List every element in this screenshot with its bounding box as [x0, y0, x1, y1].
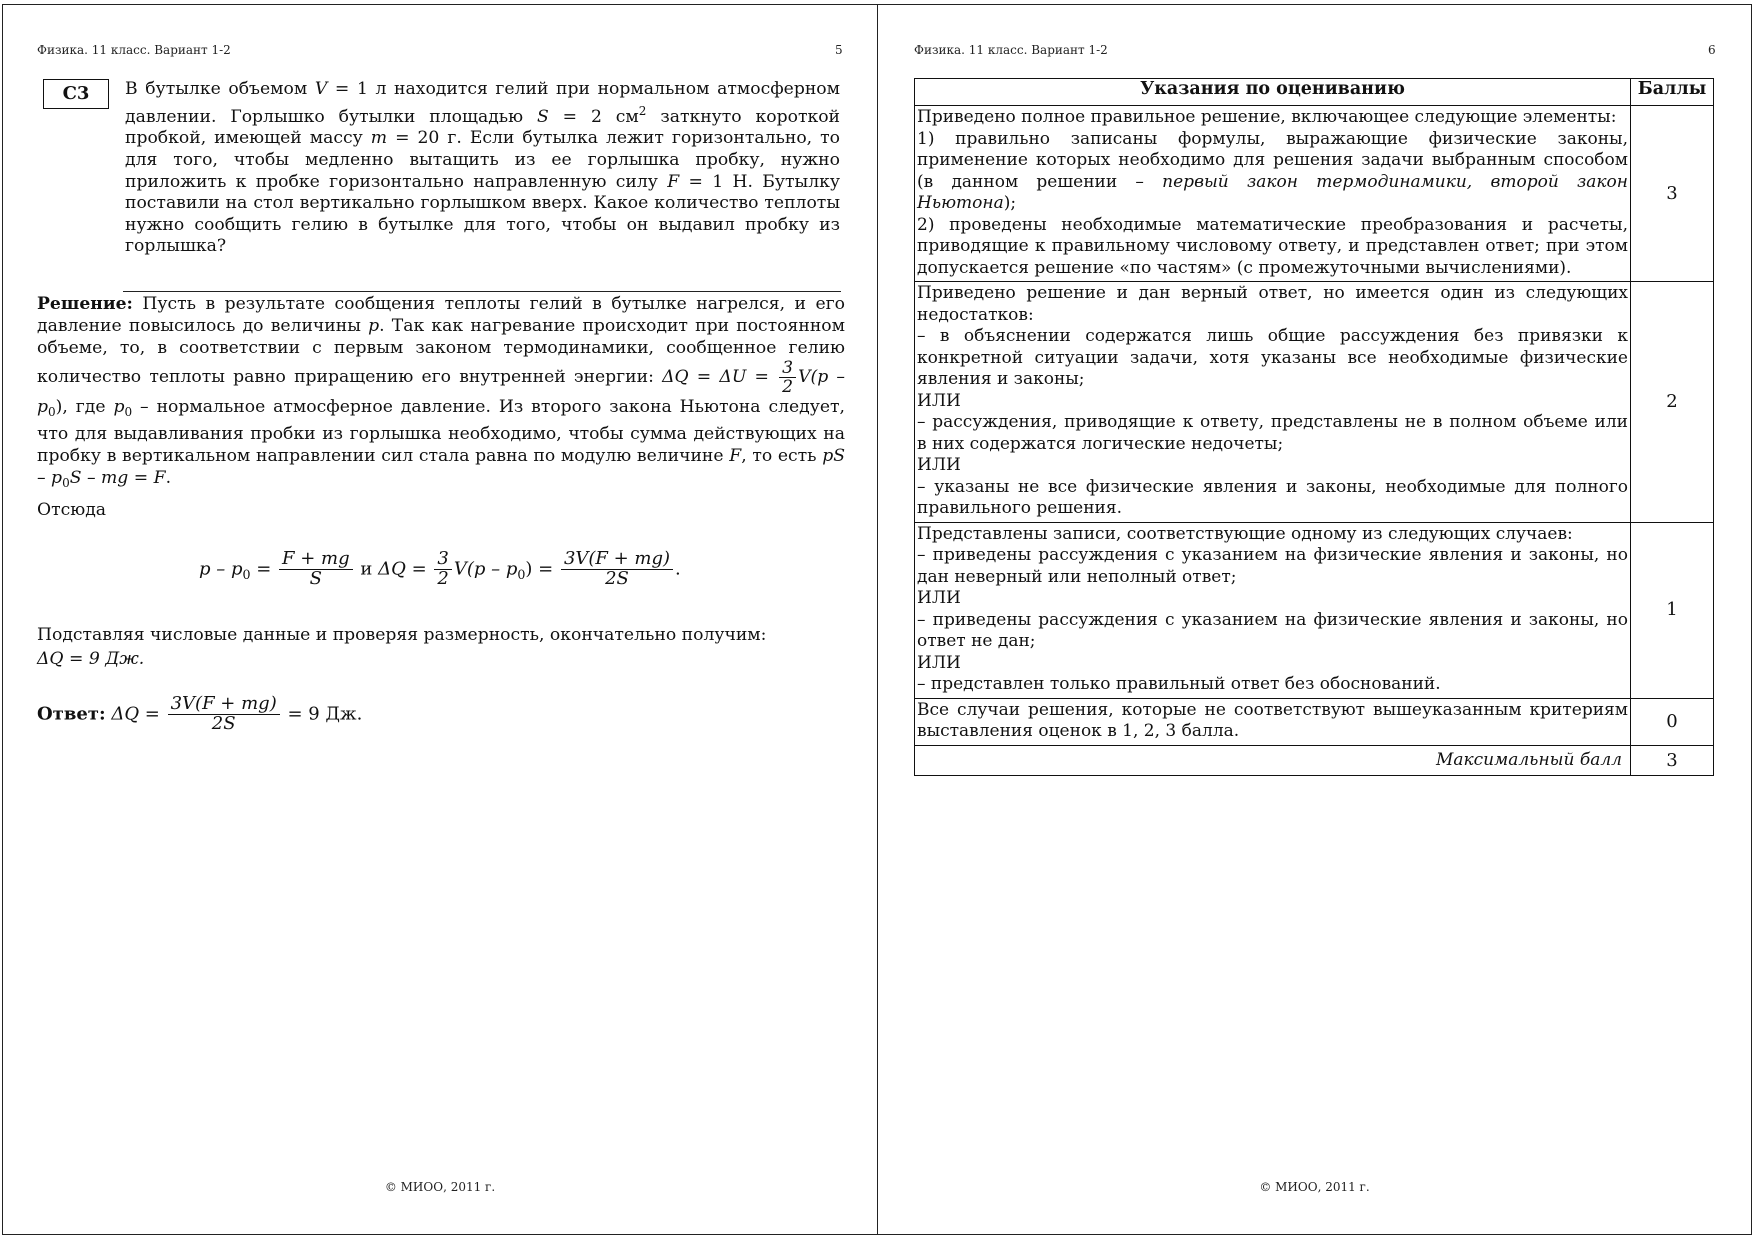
solution-hence: Отсюда — [37, 499, 107, 520]
answer-label: Ответ: — [37, 703, 106, 725]
page-footer: © МИОО, 2011 г. — [1259, 1180, 1370, 1194]
answer-line: Ответ: ΔQ = $\frac{3V(F + mg)}{2S}$ = 9 Дж. — [37, 693, 363, 734]
points-cell: 1 — [1631, 522, 1714, 698]
table-header-row — [915, 79, 1714, 106]
criteria-cell: Приведено полное правильное решение, включающее следующие элементы: 1) правильно записаны формулы, выражающие физические законы, применение которых необходимо для решения задачи выбранным способом (в данном решении – первый закон термодинамики, второй закон Ньютона); 2) проведены необходимые математические преобразования и расчеты, приводящие к правильному числовому ответу, и представлен ответ; при этом допускается решение «по частям» (с промежуточными вычислениями). — [915, 106, 1631, 282]
points-cell: 3 — [1631, 106, 1714, 282]
substitution-text: Подставляя числовые данные и проверяя размерность, окончательно получим: ΔQ = 9 Дж. — [37, 625, 767, 669]
table-row — [915, 106, 1714, 282]
main-formula: p – $p_0$ = $\frac{F + mg}{S}$ и ΔQ = $\frac{3}{2}$ $V(p - p_0)$ = $\frac{3V(F + mg)}{2S}$ . — [199, 548, 681, 589]
points-cell: 0 — [1631, 698, 1714, 745]
task-label: С3 — [43, 79, 109, 109]
table-row — [915, 522, 1714, 698]
page-right — [877, 4, 1752, 1235]
page-number: 5 — [835, 43, 843, 57]
table-row — [915, 282, 1714, 523]
page-footer: © МИОО, 2011 г. — [384, 1180, 496, 1194]
separator-line — [123, 291, 841, 292]
table-row — [915, 698, 1714, 745]
max-score-label: Максимальный балл — [915, 745, 1631, 776]
page-header: Физика. 11 класс. Вариант 1-2 — [37, 43, 231, 57]
points-column-header: Баллы — [1631, 79, 1714, 106]
task-statement: В бутылке объемом V = 1 л находится гелий при нормальном атмосферном давлении. Горлышко бутылки площадью S = 2 $см^2$ заткнуто короткой пробкой, имеющей массу m = 20 г. Если бутылка лежит горизонтально, то для того, чтобы медленно вытащить из ее горлышка пробку, нужно приложить к пробке горизонтально направленную силу F = 1 Н. Бутылку поставили на стол вертикально горлышком вверх. Какое количество теплоты нужно сообщить гелию в бутылке для того, чтобы он выдавил пробку из горлышка? — [125, 79, 841, 257]
page-header: Физика. 11 класс. Вариант 1-2 — [914, 43, 1108, 57]
criteria-cell: Приведено решение и дан верный ответ, но имеется один из следующих недостатков: – в объяснении содержатся лишь общие рассуждения без привязки к конкретной ситуации задачи, хотя указаны все необходимые физические явления и законы; ИЛИ – рассуждения, приводящие к ответу, представлены не в полном объеме или в них содержатся логические недочеты; ИЛИ – указаны не все физические явления и законы, необходимые для полного правильного решения. — [915, 282, 1631, 523]
solution-text: Решение: Пусть в результате сообщения теплоты гелий в бутылке нагрелся, и его давление повысилось до величины p. Так как нагревание происходит при постоянном объеме, то, в соответствии с первым законом термодинамики, сообщенное гелию количество теплоты равно приращению его внутренней энергии: ΔQ = ΔU = $\frac{3}{2}$ $V(p - p_0)$, где $p_0$ – нормальное атмосферное давление. Из второго закона Ньютона следует, что для выдавливания пробки из горлышка необходимо, чтобы сумма действующих на пробку в вертикальном направлении сил стала равна по модулю величине F, то есть pS – $p_0S$ – mg = F. Отсюда — [37, 294, 846, 520]
page-left — [2, 4, 878, 1235]
table-row-max — [915, 745, 1714, 776]
points-cell: 2 — [1631, 282, 1714, 523]
solution-label: Решение: — [37, 294, 133, 314]
criteria-cell: Все случаи решения, которые не соответствуют вышеуказанным критериям выставления оценок в 1, 2, 3 балла. — [915, 698, 1631, 745]
grading-table — [914, 78, 1714, 776]
criteria-cell: Представлены записи, соответствующие одному из следующих случаев: – приведены рассуждения с указанием на физические явления и законы, но дан неверный или неполный ответ; ИЛИ – приведены рассуждения с указанием на физические явления и законы, но ответ не дан; ИЛИ – представлен только правильный ответ без обоснований. — [915, 522, 1631, 698]
page-number: 6 — [1708, 43, 1716, 57]
criteria-column-header: Указания по оцениванию — [915, 79, 1631, 106]
max-score-value: 3 — [1631, 745, 1714, 776]
